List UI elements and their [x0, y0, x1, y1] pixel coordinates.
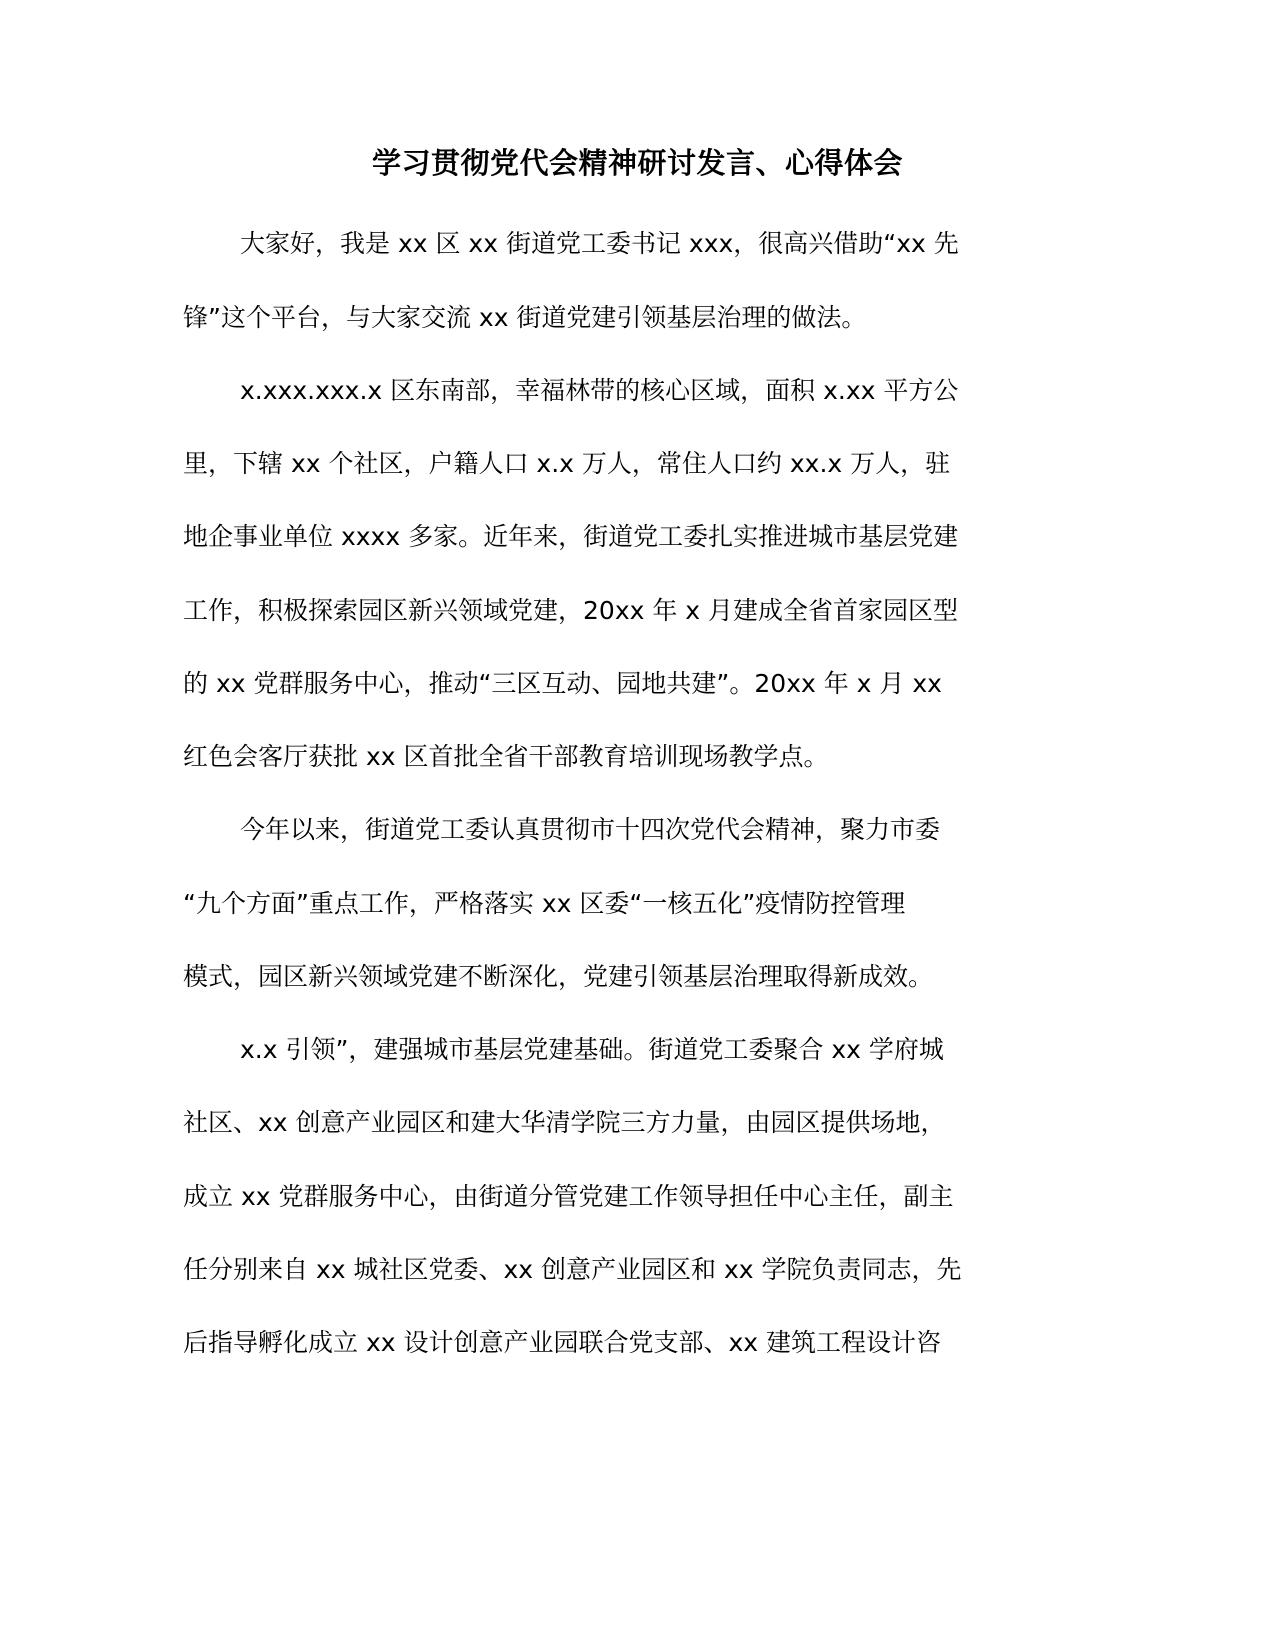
paragraph-line: 任分别来自 xx 城社区党委、xx 创意产业园区和 xx 学院负责同志，先	[183, 1255, 962, 1284]
paragraph-line: 红色会客厅获批 xx 区首批全省干部教育培训现场教学点。	[183, 742, 829, 771]
paragraph-line: 模式，园区新兴领域党建不断深化，党建引领基层治理取得新成效。	[183, 962, 934, 991]
paragraph-line: 成立 xx 党群服务中心，由街道分管党建工作领导担任中心主任，副主	[183, 1182, 954, 1211]
paragraph-line: 锋”这个平台，与大家交流 xx 街道党建引领基层治理的做法。	[183, 303, 867, 332]
paragraph-line: 里，下辖 xx 个社区，户籍人口 x.x 万人，常住人口约 xx.x 万人，驻	[183, 449, 951, 478]
paragraph-line: 的 xx 党群服务中心，推动“三区互动、园地共建”。20xx 年 x 月 xx	[183, 669, 942, 698]
paragraph-line: 地企事业单位 xxxx 多家。近年来，街道党工委扎实推进城市基层党建	[183, 522, 959, 551]
paragraph-line: 工作，积极探索园区新兴领域党建，20xx 年 x 月建成全省首家园区型	[183, 596, 959, 625]
paragraph-line: x.x 引领”，建强城市基层党建基础。街道党工委聚合 xx 学府城	[240, 1035, 944, 1064]
paragraph-line: 今年以来，街道党工委认真贯彻市十四次党代会精神，聚力市委	[240, 815, 941, 844]
paragraph-line: 大家好，我是 xx 区 xx 街道党工委书记 xxx，很高兴借助“xx 先	[240, 229, 959, 258]
paragraph-line: x.xxx.xxx.x 区东南部，幸福林带的核心区域，面积 x.xx 平方公	[240, 376, 959, 405]
paragraph-line: “九个方面”重点工作，严格落实 xx 区委“一核五化”疫情防控管理	[183, 889, 906, 918]
document-title: 学习贯彻党代会精神研讨发言、心得体会	[371, 146, 903, 180]
paragraph-line: 后指导孵化成立 xx 设计创意产业园联合党支部、xx 建筑工程设计咨	[183, 1328, 942, 1357]
paragraph-line: 社区、xx 创意产业园区和建大华清学院三方力量，由园区提供场地，	[183, 1108, 946, 1137]
